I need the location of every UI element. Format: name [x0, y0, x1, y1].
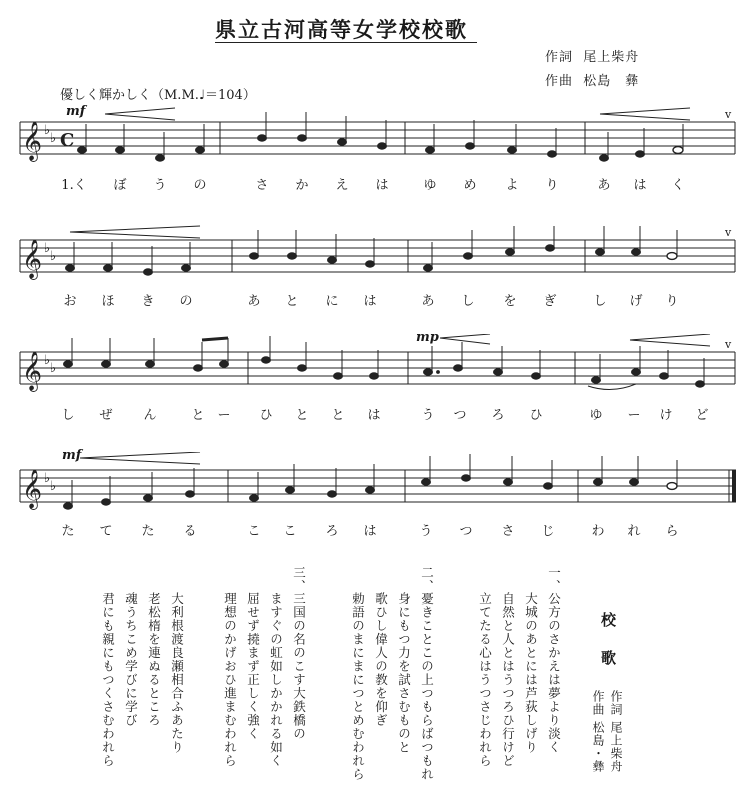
lyric-syllable: し: [593, 294, 607, 309]
verse-2-number: 二、: [419, 566, 435, 593]
svg-text:v: v: [725, 226, 732, 239]
svg-text:𝄞: 𝄞: [22, 121, 43, 161]
verse-2-line: 勅語のまにまにつとめむわれら: [350, 592, 366, 781]
verse-2-line: 身にもつ力を試さむものと: [396, 592, 412, 754]
lyric-syllable: さ: [255, 178, 269, 193]
svg-text:♭: ♭: [44, 123, 51, 138]
lyric-syllable: え: [335, 178, 349, 193]
lyric-syllable: り: [545, 178, 559, 193]
lyric-syllable: ら: [665, 524, 679, 539]
staff-system-4: [0, 452, 754, 514]
lyric-syllable: あ: [597, 178, 611, 193]
dynamic-mp: mp: [416, 330, 439, 345]
verse-3-line: 理想のかげおひ進まむわれら: [222, 592, 238, 768]
lyric-syllable: し: [461, 294, 475, 309]
dynamic-mf-1: mf: [66, 104, 86, 119]
lyric-syllable: の: [179, 294, 193, 309]
svg-text:♭: ♭: [44, 471, 51, 486]
svg-text:v: v: [725, 108, 732, 121]
lyric-syllable: ん: [143, 408, 157, 423]
lyric-syllable: め: [463, 178, 477, 193]
lyricist-label: 作詞: [545, 50, 574, 65]
lyric-syllable: と: [285, 294, 299, 309]
lyric-syllable: ぼ: [113, 178, 127, 193]
lyric-syllable: ー: [627, 408, 641, 423]
svg-text:𝄞: 𝄞: [22, 351, 43, 391]
svg-text:C: C: [60, 130, 75, 151]
lyric-syllable: ろ: [325, 524, 339, 539]
lyric-syllable: と: [191, 408, 205, 423]
verse-3-line: 大利根渡良瀬相合ふあたり: [169, 592, 185, 754]
lyric-syllable: こ: [247, 524, 261, 539]
verse-1-line: 大城のあとには芦荻しげり: [523, 592, 539, 754]
verse-3-line: 三国の名のこす大鉄橋の: [291, 592, 307, 741]
side-lyricist: 作詞 尾上柴舟: [609, 690, 623, 773]
verse-3-line: ますぐの虹如しかかれる如く: [268, 592, 284, 768]
verse-3-line: 君にも親にもつくさむわれら: [100, 592, 116, 768]
lyric-syllable: き: [141, 294, 155, 309]
lyric-syllable: こ: [283, 524, 297, 539]
verse-1-line: 自然と人とはうつろひ行けど: [500, 592, 516, 768]
lyric-syllable: か: [295, 178, 309, 193]
lyric-syllable: じ: [541, 524, 555, 539]
verse-3-line: 魂うちこめ学びに学び: [123, 592, 139, 727]
lyric-syllable: た: [141, 524, 155, 539]
lyric-syllable: り: [665, 294, 679, 309]
lyric-syllable: は: [633, 178, 647, 193]
lyric-syllable: の: [193, 178, 207, 193]
verse-3-line: 屈せず撓まず正しく強く: [245, 592, 261, 741]
lyric-syllable: お: [63, 294, 77, 309]
lyric-syllable: よ: [505, 178, 519, 193]
verse-1-number: 一、: [546, 566, 562, 593]
lyric-syllable: う: [421, 408, 435, 423]
lyric-syllable: て: [99, 524, 113, 539]
lyric-syllable: ろ: [491, 408, 505, 423]
composer-label: 作曲: [545, 74, 574, 89]
lyric-syllable: ど: [695, 408, 709, 423]
lyric-syllable: ゆ: [423, 178, 437, 193]
lyric-syllable: さ: [501, 524, 515, 539]
composer-credit: [545, 70, 639, 89]
lyric-syllable: ひ: [259, 408, 273, 423]
lyric-syllable: し: [61, 408, 75, 423]
lyric-syllable: は: [367, 408, 381, 423]
lyric-syllable: と: [295, 408, 309, 423]
lyric-syllable: あ: [421, 294, 435, 309]
side-title-2: 歌: [599, 650, 617, 666]
lyric-syllable: つ: [459, 524, 473, 539]
tempo-marking: 優しく輝かしく（M.M.♩＝104）: [60, 88, 256, 103]
verse-2-line: 憂きことこの上つもらばつもれ: [419, 592, 435, 781]
lyric-syllable: は: [363, 294, 377, 309]
lyric-syllable: は: [363, 524, 377, 539]
verse-1-line: 公方のさかえは夢より淡く: [546, 592, 562, 754]
staff-system-1: [0, 104, 754, 166]
svg-text:𝄞: 𝄞: [22, 469, 43, 509]
svg-text:v: v: [725, 338, 732, 351]
lyric-syllable: 1.く: [61, 178, 87, 193]
dynamic-mf-2: mf: [62, 448, 82, 463]
verse-3-line: 老松楕を連ぬるところ: [146, 592, 162, 727]
staff-system-2: [0, 222, 754, 284]
lyricist-name: 尾上柴舟: [583, 50, 640, 65]
lyric-syllable: ー: [217, 408, 231, 423]
lyric-syllable: は: [375, 178, 389, 193]
lyric-syllable: う: [153, 178, 167, 193]
lyric-syllable: つ: [453, 408, 467, 423]
lyric-syllable: に: [325, 294, 339, 309]
svg-text:♭: ♭: [50, 361, 57, 376]
lyric-syllable: ゆ: [589, 408, 603, 423]
lyricist-credit: [545, 46, 639, 65]
lyric-syllable: ぎ: [543, 294, 557, 309]
svg-text:𝄞: 𝄞: [22, 239, 43, 279]
lyric-syllable: け: [659, 408, 673, 423]
svg-text:♭: ♭: [50, 479, 57, 494]
svg-text:♭: ♭: [44, 241, 51, 256]
lyric-syllable: る: [183, 524, 197, 539]
lyric-syllable: ほ: [101, 294, 115, 309]
verse-1-line: 立てたる心はうつさじわれら: [477, 592, 493, 768]
lyric-syllable: う: [419, 524, 433, 539]
lyric-syllable: を: [503, 294, 517, 309]
title-underline: [215, 42, 477, 43]
lyric-syllable: ぜ: [99, 408, 113, 423]
lyric-syllable: ひ: [529, 408, 543, 423]
side-title-1: 校: [599, 612, 617, 628]
svg-text:♭: ♭: [50, 249, 57, 264]
side-composer: 作曲 松島・彝: [591, 690, 605, 773]
lyric-syllable: た: [61, 524, 75, 539]
lyric-syllable: れ: [627, 524, 641, 539]
lyric-syllable: あ: [247, 294, 261, 309]
verse-3-number: 三、: [291, 566, 307, 593]
verse-2-line: 歌ひし偉人の教を仰ぎ: [373, 592, 389, 727]
lyric-syllable: く: [671, 178, 685, 193]
lyric-syllable: わ: [591, 524, 605, 539]
staff-system-3: [0, 334, 754, 396]
svg-text:♭: ♭: [44, 353, 51, 368]
song-title: 県立古河高等女学校校歌: [215, 17, 468, 42]
svg-text:♭: ♭: [50, 131, 57, 146]
composer-name: 松島 彝: [583, 74, 640, 89]
lyric-syllable: げ: [629, 294, 643, 309]
lyric-syllable: と: [331, 408, 345, 423]
